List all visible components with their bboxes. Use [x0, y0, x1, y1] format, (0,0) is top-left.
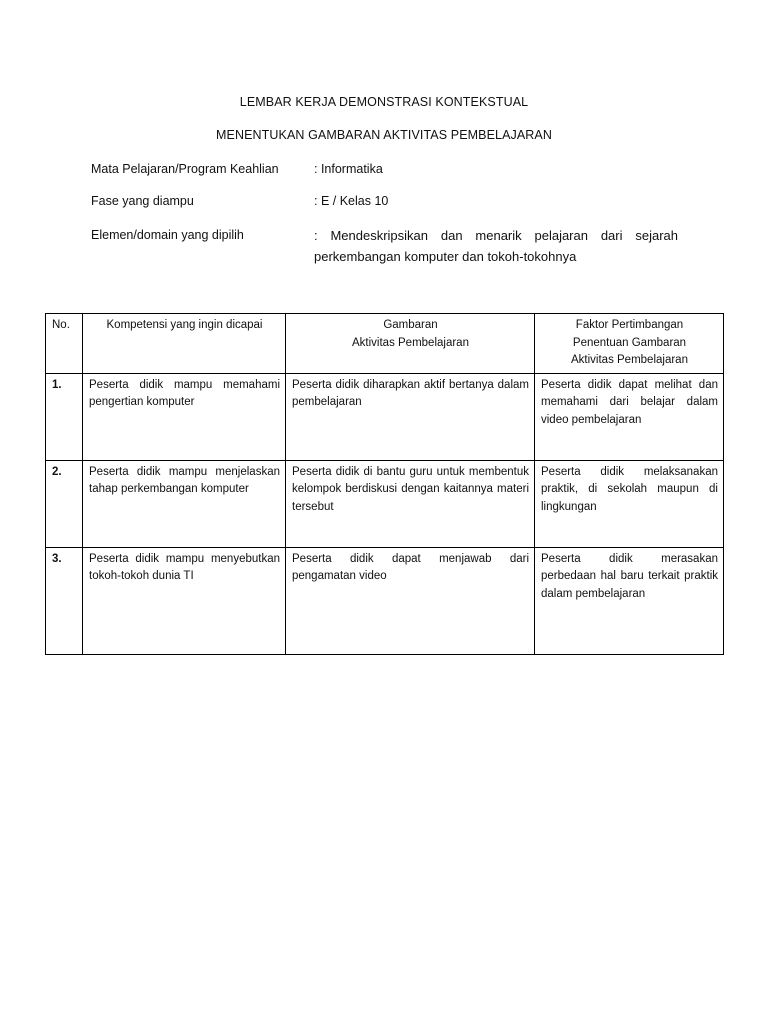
header-faktor-line-2: Penentuan Gambaran: [572, 336, 687, 349]
header-kompetensi: Kompetensi yang ingin dicapai: [83, 314, 286, 374]
table-row: [46, 547, 724, 654]
row-number: 3.: [46, 547, 83, 654]
subject-label: Mata Pelajaran/Program Keahlian: [91, 162, 279, 176]
row-kompetensi: Peserta didik mampu menjelaskan tahap perkembangan komputer: [83, 460, 286, 547]
row-gambaran: Peserta didik di bantu guru untuk membentuk kelompok berdiskusi dengan kaitannya materi tersebut: [286, 460, 535, 547]
header-faktor-line-1: Faktor Pertimbangan: [575, 319, 684, 331]
row-kompetensi: Peserta didik mampu menyebutkan tokoh-tokoh dunia TI: [83, 547, 286, 654]
phase-value: : E / Kelas 10: [314, 194, 389, 208]
header-gambaran: [286, 314, 535, 374]
subject-value: : Informatika: [314, 162, 383, 176]
header-faktor: [535, 314, 724, 374]
header-faktor-line-3: Aktivitas Pembelajaran: [571, 354, 688, 366]
document-subtitle: MENENTUKAN GAMBARAN AKTIVITAS PEMBELAJARAN: [216, 128, 552, 142]
table-row: [46, 460, 724, 547]
document-title: LEMBAR KERJA DEMONSTRASI KONTEKSTUAL: [239, 95, 529, 109]
row-gambaran: Peserta didik dapat menjawab dari pengamatan video: [286, 547, 535, 654]
phase-label: Fase yang diampu: [91, 194, 194, 208]
row-faktor: Peserta didik dapat melihat dan memahami dari belajar dalam video pembelajaran: [535, 373, 724, 460]
table-header-row: [46, 314, 724, 374]
row-gambaran: Peserta didik diharapkan aktif bertanya dalam pembelajaran: [286, 373, 535, 460]
element-value: : Mendeskripsikan dan menarik pelajaran dari sejarah perkembangan komputer dan tokoh-tokohnya: [314, 228, 678, 264]
row-number: 1.: [46, 373, 83, 460]
activity-table: [45, 313, 724, 655]
table-row: [46, 373, 724, 460]
header-gambaran-line-1: Gambaran: [383, 319, 438, 331]
row-faktor: Peserta didik melaksanakan praktik, di sekolah maupun di lingkungan: [535, 460, 724, 547]
row-faktor: Peserta didik merasakan perbedaan hal baru terkait praktik dalam pembelajaran: [535, 547, 724, 654]
row-kompetensi: Peserta didik mampu memahami pengertian komputer: [83, 373, 286, 460]
header-gambaran-line-2: Aktivitas Pembelajaran: [352, 336, 469, 349]
element-label: Elemen/domain yang dipilih: [91, 228, 244, 242]
header-no: No.: [46, 314, 83, 374]
row-number: 2.: [46, 460, 83, 547]
